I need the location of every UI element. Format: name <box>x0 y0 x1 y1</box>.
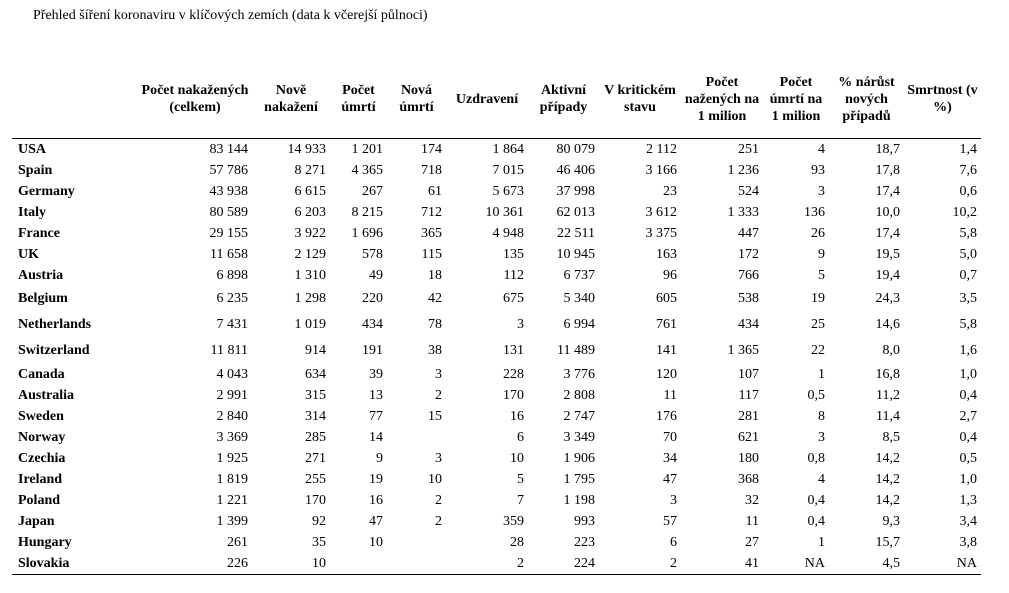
table-cell: 223 <box>574 534 595 550</box>
table-cell: 1 906 <box>563 450 595 466</box>
table-cell: 10,2 <box>952 204 977 220</box>
table-cell: 10 945 <box>556 246 595 262</box>
table-caption: Přehled šíření koronaviru v klíčových zemích (data k včerejší půlnoci) <box>33 8 428 23</box>
table-cell: 14,2 <box>875 471 900 487</box>
table-cell: 41 <box>681 553 763 575</box>
column-header: % nárůst nových případů <box>829 60 904 139</box>
table-cell: 7,6 <box>959 162 977 178</box>
table-cell: 6 615 <box>294 183 326 199</box>
table-cell: 766 <box>738 267 759 283</box>
table-cell: 315 <box>305 387 326 403</box>
table-cell: 220 <box>362 291 383 306</box>
table-cell: 9 <box>376 450 383 466</box>
table-cell: 112 <box>503 267 524 283</box>
table-cell: 261 <box>227 534 248 550</box>
country-name: Ireland <box>18 471 63 487</box>
table-cell: 2 808 <box>563 387 595 403</box>
table-cell: 11 <box>745 513 759 529</box>
table-cell: 251 <box>738 141 759 157</box>
table-cell: 634 <box>305 366 326 382</box>
table-cell: 578 <box>362 246 383 262</box>
table-cell: 718 <box>421 162 442 178</box>
table-cell: NA <box>904 553 981 575</box>
table-cell: 13 <box>369 387 383 403</box>
table-cell: 1,6 <box>959 343 977 358</box>
table-cell: 9,3 <box>882 513 900 529</box>
table-cell: 0,7 <box>959 267 977 283</box>
table-cell: 0,4 <box>807 513 825 529</box>
table-cell: 47 <box>663 471 677 487</box>
table-cell: 255 <box>305 471 326 487</box>
table-cell: 2 129 <box>294 246 326 262</box>
column-header: Počet úmrtí na 1 milion <box>763 60 829 139</box>
table-cell: 621 <box>738 429 759 445</box>
table-cell: 368 <box>738 471 759 487</box>
table-cell: 1 365 <box>727 343 759 358</box>
table-row <box>12 223 981 244</box>
table-cell: 1 696 <box>351 225 383 241</box>
table-cell: 38 <box>428 343 442 358</box>
table-cell: 0,5 <box>959 450 977 466</box>
column-header: Nová úmrtí <box>387 60 446 139</box>
table-cell: 0,4 <box>959 387 977 403</box>
table-cell: 3 <box>435 366 442 382</box>
table-cell: 1,4 <box>959 141 977 157</box>
table-cell: 17,4 <box>875 183 900 199</box>
table-cell: 42 <box>428 291 442 306</box>
table-cell: 191 <box>362 343 383 358</box>
country-name: Italy <box>18 204 46 220</box>
table-cell: 6 203 <box>294 204 326 220</box>
country-name: France <box>18 225 60 241</box>
table-cell: 49 <box>369 267 383 283</box>
table-cell: 92 <box>312 513 326 529</box>
table-row <box>12 202 981 223</box>
table-cell: 365 <box>421 225 442 241</box>
table-cell: 1 310 <box>294 267 326 283</box>
table-cell: 224 <box>528 553 599 575</box>
table-cell: 1 019 <box>294 317 326 332</box>
table-cell: 3 <box>818 183 825 199</box>
header-row <box>12 60 981 139</box>
table-cell: 70 <box>663 429 677 445</box>
table-cell: 163 <box>656 246 677 262</box>
table-cell: 14,2 <box>875 492 900 508</box>
table-cell: 1 925 <box>216 450 248 466</box>
table-cell: 434 <box>362 317 383 332</box>
table-cell: 5 673 <box>492 183 524 199</box>
table-cell: NA <box>763 553 829 575</box>
table-cell: 32 <box>745 492 759 508</box>
table-cell: 4 365 <box>351 162 383 178</box>
table-cell: 1 819 <box>216 471 248 487</box>
table-cell: 136 <box>804 204 825 220</box>
table-cell: 1 201 <box>351 141 383 157</box>
table-cell: 1,0 <box>959 471 977 487</box>
table-cell: 93 <box>811 162 825 178</box>
table-cell: 2 991 <box>216 387 248 403</box>
table-cell: 23 <box>663 183 677 199</box>
column-header: Uzdravení <box>446 60 528 139</box>
table-cell: 80 589 <box>209 204 248 220</box>
table-cell: 62 013 <box>556 204 595 220</box>
table-cell: 6 <box>517 429 524 445</box>
table-row <box>12 181 981 202</box>
table-cell: 117 <box>738 387 759 403</box>
table-row <box>12 469 981 490</box>
table-cell: 83 144 <box>209 141 248 157</box>
table-cell: 7 <box>517 492 524 508</box>
table-cell: 19 <box>811 291 825 306</box>
table-cell: 57 786 <box>209 162 248 178</box>
table-row <box>12 312 981 338</box>
table-cell: 14 933 <box>287 141 326 157</box>
table-cell: 1 795 <box>563 471 595 487</box>
table-cell: 3 776 <box>563 366 595 382</box>
table-cell: 180 <box>738 450 759 466</box>
table-cell: 5,0 <box>959 246 977 262</box>
table-cell: 3 612 <box>645 204 677 220</box>
table-cell: 11 489 <box>557 343 595 358</box>
table-cell: 2 <box>446 553 528 575</box>
table-row <box>12 244 981 265</box>
country-name: Sweden <box>18 408 64 424</box>
country-name: USA <box>18 141 47 157</box>
country-name: UK <box>18 246 39 262</box>
table-cell: 281 <box>738 408 759 424</box>
table-cell: 2 <box>599 553 681 575</box>
country-name: Belgium <box>18 291 68 306</box>
table-cell: 131 <box>503 343 524 358</box>
country-name: Austria <box>18 267 64 283</box>
table-cell: 172 <box>738 246 759 262</box>
table-row <box>12 139 981 161</box>
covid-table <box>12 60 981 575</box>
table-cell: 2 840 <box>216 408 248 424</box>
table-cell: 3 <box>818 429 825 445</box>
table-cell: 96 <box>663 267 677 283</box>
table-cell: 6 898 <box>216 267 248 283</box>
table-body <box>12 139 981 575</box>
table-cell: 61 <box>428 183 442 199</box>
country-name: Czechia <box>18 450 66 466</box>
table-cell: 675 <box>503 291 524 306</box>
table-cell: 1 333 <box>727 204 759 220</box>
table-cell: 22 <box>811 343 825 358</box>
table-cell: 524 <box>738 183 759 199</box>
table-cell: 26 <box>811 225 825 241</box>
table-cell: 10 361 <box>485 204 524 220</box>
table-cell: 5 <box>818 267 825 283</box>
table-cell: 1 399 <box>216 513 248 529</box>
table-cell: 4 043 <box>216 366 248 382</box>
table-cell: 447 <box>738 225 759 241</box>
table-cell: 19,4 <box>875 267 900 283</box>
table-row <box>12 511 981 532</box>
table-cell: 170 <box>305 492 326 508</box>
table-cell: 3 <box>517 317 524 332</box>
table-cell: 4,5 <box>829 553 904 575</box>
table-cell: 2 <box>435 492 442 508</box>
table-row <box>12 490 981 511</box>
table-cell: 77 <box>369 408 383 424</box>
column-header: Počet nakažených (celkem) <box>138 60 252 139</box>
table-cell: 3 166 <box>645 162 677 178</box>
country-name: Poland <box>18 492 61 508</box>
table-cell: 1,3 <box>959 492 977 508</box>
table-cell: 43 938 <box>209 183 248 199</box>
table-row <box>12 553 981 575</box>
table-cell: 5 <box>517 471 524 487</box>
table-cell: 3 375 <box>645 225 677 241</box>
table-cell: 107 <box>738 366 759 382</box>
table-cell: 16,8 <box>875 366 900 382</box>
column-header <box>12 60 138 139</box>
country-name: Germany <box>18 183 75 199</box>
column-header: Nově nakažení <box>252 60 330 139</box>
table-cell: 1 221 <box>216 492 248 508</box>
table-cell: 226 <box>138 553 252 575</box>
table-cell: 18 <box>428 267 442 283</box>
table-cell: 267 <box>362 183 383 199</box>
table-cell: 10,0 <box>875 204 900 220</box>
table-cell: 228 <box>503 366 524 382</box>
table-row <box>12 364 981 385</box>
table-cell: 16 <box>369 492 383 508</box>
table-cell: 2,7 <box>959 408 977 424</box>
table-cell: 115 <box>421 246 442 262</box>
table-cell: 1 <box>818 366 825 382</box>
table-cell: 993 <box>574 513 595 529</box>
table-cell: 0,4 <box>959 429 977 445</box>
table-cell <box>387 532 446 553</box>
table-cell: 11 658 <box>210 246 248 262</box>
table-cell: 18,7 <box>875 141 900 157</box>
column-header: V kritickém stavu <box>599 60 681 139</box>
table-cell: 3 <box>670 492 677 508</box>
table-cell: 25 <box>811 317 825 332</box>
column-header: Počet nažených na 1 milion <box>681 60 763 139</box>
table-cell: 7 431 <box>216 317 248 332</box>
table-cell: 8,5 <box>882 429 900 445</box>
table-cell: 46 406 <box>556 162 595 178</box>
table-cell: 285 <box>305 429 326 445</box>
table-cell: 1 236 <box>727 162 759 178</box>
table-cell: 4 <box>818 471 825 487</box>
table-cell: 2 <box>435 387 442 403</box>
table-cell: 11 <box>663 387 677 403</box>
table-cell: 2 <box>435 513 442 529</box>
table-cell: 0,5 <box>807 387 825 403</box>
table-cell: 9 <box>818 246 825 262</box>
table-cell: 57 <box>663 513 677 529</box>
table-cell: 5,8 <box>959 317 977 332</box>
table-cell: 120 <box>656 366 677 382</box>
table-cell: 605 <box>656 291 677 306</box>
table-cell: 80 079 <box>556 141 595 157</box>
table-cell: 538 <box>738 291 759 306</box>
table-cell: 2 112 <box>646 141 677 157</box>
table-cell: 761 <box>656 317 677 332</box>
table-cell: 1 298 <box>294 291 326 306</box>
table-cell: 6 <box>670 534 677 550</box>
table-cell: 39 <box>369 366 383 382</box>
table-row <box>12 160 981 181</box>
table-cell: 17,8 <box>875 162 900 178</box>
table-cell: 434 <box>738 317 759 332</box>
table-cell <box>330 553 387 575</box>
table-cell: 37 998 <box>556 183 595 199</box>
table-cell: 8 215 <box>351 204 383 220</box>
table-cell: 4 <box>818 141 825 157</box>
table-cell: 14,6 <box>875 317 900 332</box>
table-cell: 2 747 <box>563 408 595 424</box>
table-cell: 3 922 <box>294 225 326 241</box>
table-row <box>12 427 981 448</box>
table-cell: 78 <box>428 317 442 332</box>
table-row <box>12 338 981 364</box>
country-name: Japan <box>18 513 55 529</box>
table-cell: 8 271 <box>294 162 326 178</box>
table-row <box>12 265 981 286</box>
table-cell: 6 994 <box>563 317 595 332</box>
table-cell: 16 <box>510 408 524 424</box>
table-cell: 47 <box>369 513 383 529</box>
table-cell: 3,8 <box>959 534 977 550</box>
table-row <box>12 286 981 312</box>
table-cell: 10 <box>510 450 524 466</box>
country-name: Hungary <box>18 534 72 550</box>
table-cell: 28 <box>510 534 524 550</box>
table-cell: 1 864 <box>492 141 524 157</box>
table-cell: 11,4 <box>876 408 900 424</box>
table-cell: 3 349 <box>563 429 595 445</box>
table-cell: 3 369 <box>216 429 248 445</box>
table-cell <box>387 553 446 575</box>
table-cell: 3,4 <box>959 513 977 529</box>
table-cell: 3,5 <box>959 291 977 306</box>
table-cell: 6 235 <box>216 291 248 306</box>
table-cell: 5 340 <box>563 291 595 306</box>
table-cell: 10 <box>369 534 383 550</box>
table-row <box>12 406 981 427</box>
table-row <box>12 532 981 553</box>
table-cell: 4 948 <box>492 225 524 241</box>
country-name: Australia <box>18 387 74 403</box>
table-cell: 6 737 <box>563 267 595 283</box>
country-name: Switzerland <box>18 343 90 358</box>
table-cell: 14 <box>369 429 383 445</box>
table-row <box>12 448 981 469</box>
table-cell: 135 <box>503 246 524 262</box>
column-header: Smrtnost (v %) <box>904 60 981 139</box>
table-cell: 24,3 <box>875 291 900 306</box>
table-cell: 1,0 <box>959 366 977 382</box>
table-row <box>12 385 981 406</box>
column-header: Počet úmrtí <box>330 60 387 139</box>
country-name: Spain <box>18 162 53 178</box>
table-cell: 10 <box>428 471 442 487</box>
table-cell: 271 <box>305 450 326 466</box>
country-name: Slovakia <box>12 553 138 575</box>
table-cell: 19,5 <box>875 246 900 262</box>
table-cell: 174 <box>421 141 442 157</box>
table-cell: 10 <box>252 553 330 575</box>
table-cell: 5,8 <box>959 225 977 241</box>
table-cell: 7 015 <box>492 162 524 178</box>
table-cell: 0,8 <box>807 450 825 466</box>
country-name: Canada <box>18 366 65 382</box>
table-cell: 914 <box>305 343 326 358</box>
table-cell: 29 155 <box>209 225 248 241</box>
table-cell: 34 <box>663 450 677 466</box>
table-cell: 359 <box>503 513 524 529</box>
table-cell: 35 <box>312 534 326 550</box>
table-cell: 14,2 <box>875 450 900 466</box>
table-cell: 15,7 <box>875 534 900 550</box>
table-cell: 0,4 <box>807 492 825 508</box>
country-name: Norway <box>18 429 66 445</box>
table-cell: 3 <box>435 450 442 466</box>
table-cell: 17,4 <box>875 225 900 241</box>
table-cell: 314 <box>305 408 326 424</box>
table-cell: 1 <box>818 534 825 550</box>
table-cell: 22 511 <box>557 225 595 241</box>
table-cell: 8 <box>818 408 825 424</box>
country-name: Netherlands <box>18 317 92 332</box>
table-cell: 11,2 <box>876 387 900 403</box>
table-cell: 1 198 <box>563 492 595 508</box>
table-cell: 141 <box>656 343 677 358</box>
table-cell: 11 811 <box>210 343 248 358</box>
table-cell: 712 <box>421 204 442 220</box>
table-cell: 15 <box>428 408 442 424</box>
table-cell <box>387 427 446 448</box>
table-cell: 176 <box>656 408 677 424</box>
table-cell: 27 <box>745 534 759 550</box>
table-cell: 8,0 <box>882 343 900 358</box>
table-cell: 19 <box>369 471 383 487</box>
table-cell: 170 <box>503 387 524 403</box>
table-cell: 0,6 <box>959 183 977 199</box>
column-header: Aktivní případy <box>528 60 599 139</box>
